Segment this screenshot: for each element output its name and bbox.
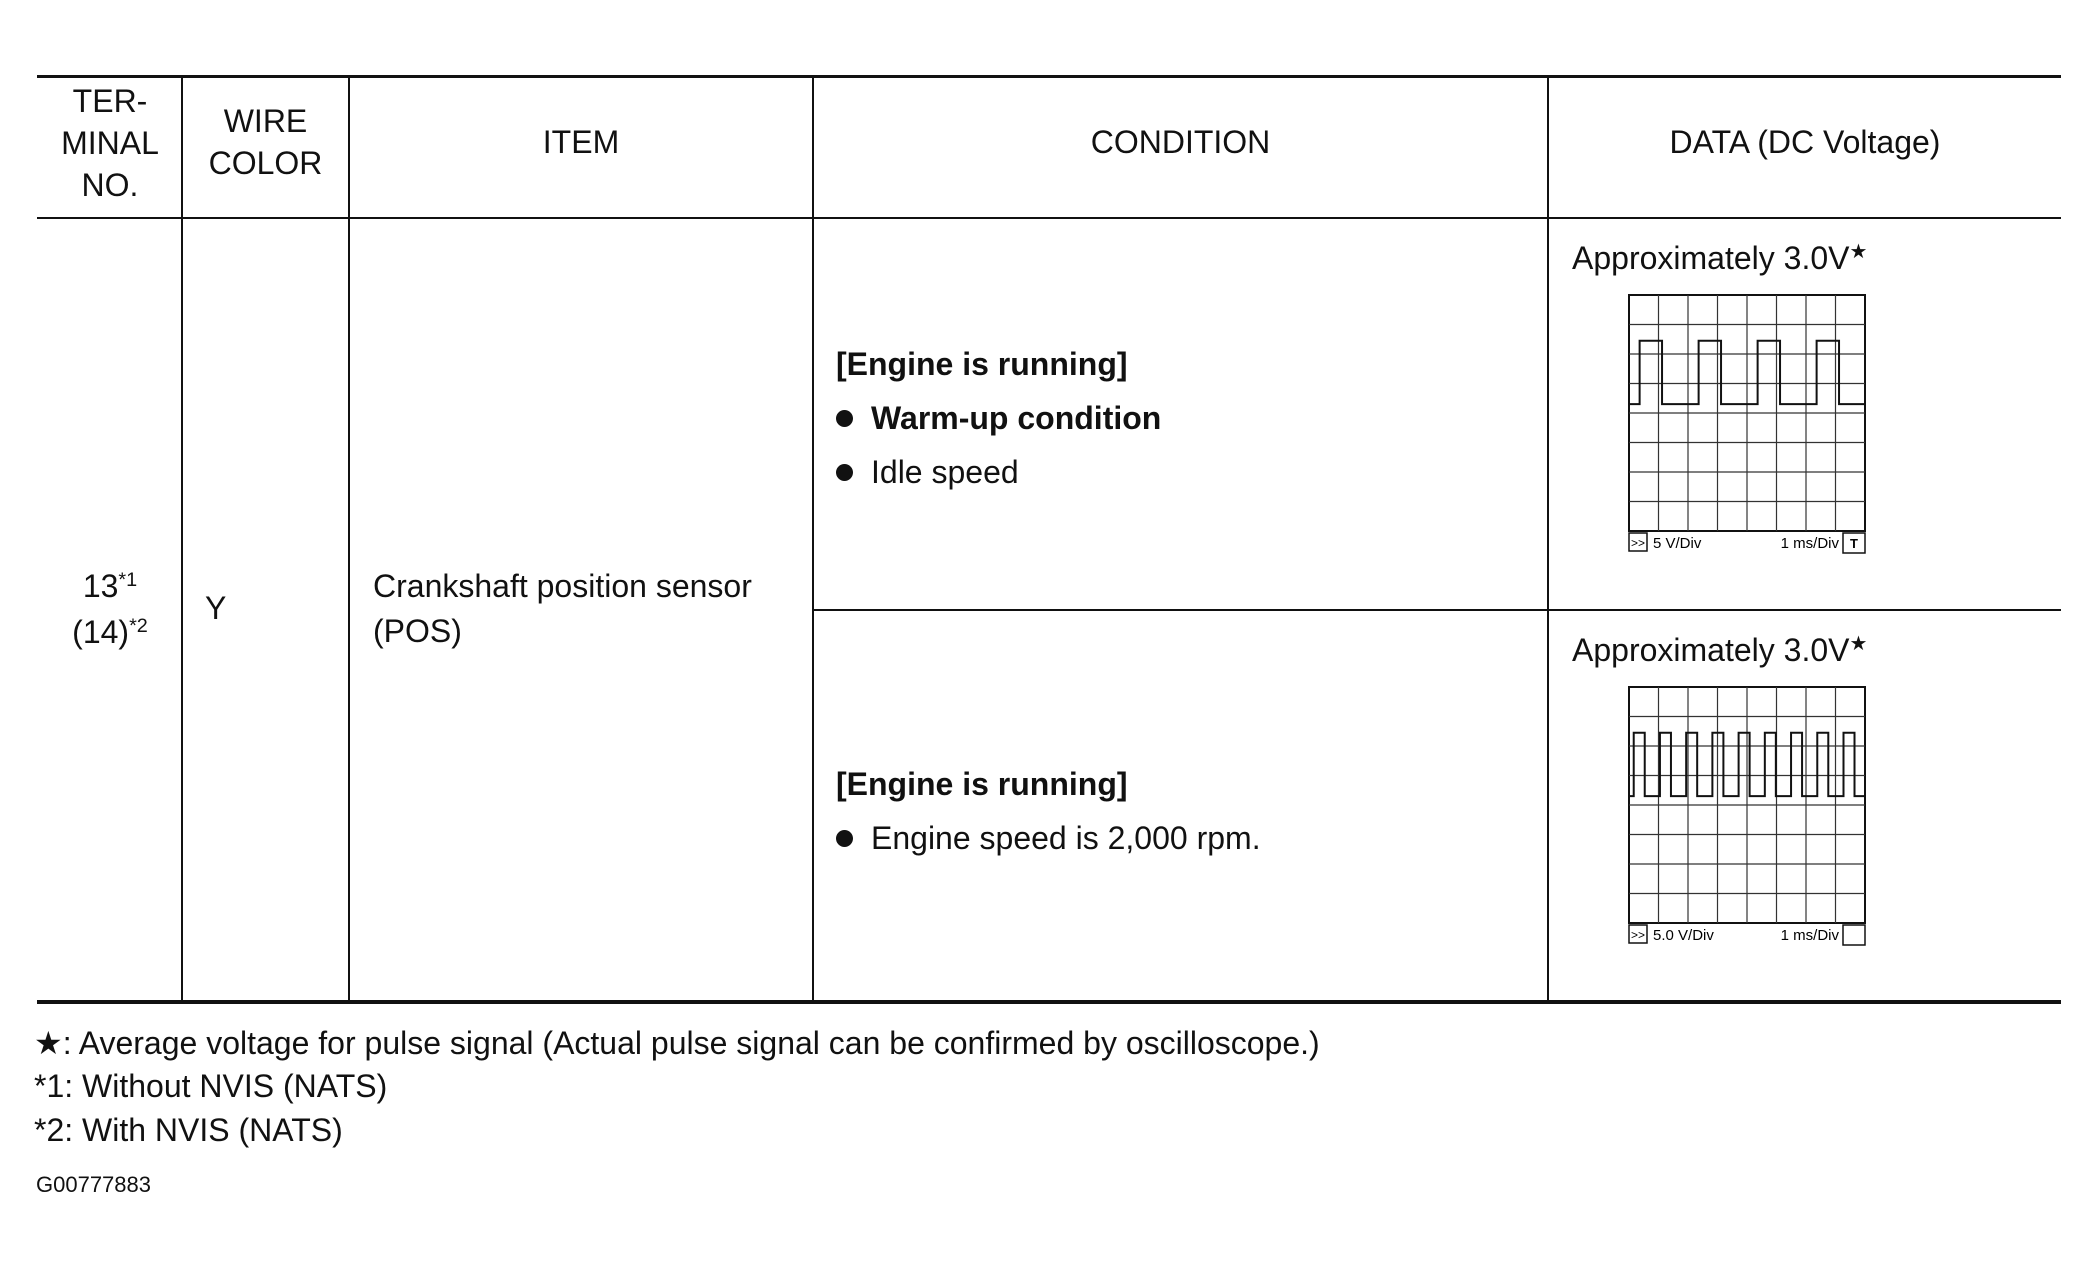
header-wire-line-1: WIRE — [223, 103, 308, 139]
terminal-alt-value: (14) — [72, 614, 130, 650]
scope-idle-left-marker: >> — [1631, 536, 1646, 550]
bullet-dot-icon — [836, 464, 853, 481]
condition-idle-bullet-2-text: Idle speed — [871, 454, 1019, 490]
header-terminal-line-2: MINAL — [61, 125, 159, 161]
scope-2000rpm-right-marker-box — [1843, 925, 1865, 945]
header-terminal-line-3: NO. — [81, 167, 139, 203]
figure-code: G00777883 — [36, 1172, 151, 1197]
condition-2000rpm-heading: [Engine is running] — [836, 766, 1128, 802]
oscilloscope-2000rpm — [1627, 685, 1867, 947]
scope-2000rpm-left-marker: >> — [1631, 928, 1646, 942]
wire-color-value: Y — [205, 590, 227, 626]
scope-idle-time-div: 1 ms/Div — [1780, 535, 1839, 552]
data-value-idle-text: Approximately 3.0V — [1572, 240, 1850, 276]
terminal-main — [40, 563, 180, 609]
oscilloscope-2000rpm-trace — [1627, 685, 1867, 947]
item-name — [373, 564, 752, 654]
condition-2000rpm-bullet-1-text: Engine speed is 2,000 rpm. — [871, 820, 1261, 856]
item-line-2: (POS) — [373, 613, 462, 649]
scope-2000rpm-volt-div: 5.0 V/Div — [1653, 927, 1714, 944]
condition-idle — [836, 337, 1161, 499]
header-condition: CONDITION — [1090, 124, 1271, 160]
oscilloscope-idle-trace — [1627, 293, 1867, 555]
condition-idle-bullet-2 — [836, 445, 1161, 499]
condition-idle-bullet-1 — [836, 391, 1161, 445]
data-value-2000rpm — [1572, 629, 1867, 671]
header-terminal-line-1: TER- — [72, 83, 148, 119]
table-top-rule — [37, 75, 2061, 78]
row-divider-rule — [812, 609, 2061, 611]
item-line-1: Crankshaft position sensor — [373, 568, 752, 604]
header-bottom-rule — [37, 217, 2061, 219]
table-bottom-rule — [37, 1000, 2061, 1004]
footnote-1: *1: Without NVIS (NATS) — [34, 1068, 388, 1104]
condition-2000rpm — [836, 757, 1261, 865]
data-value-idle — [1572, 237, 1867, 279]
footnote-star-text: : Average voltage for pulse signal (Actual pulse signal can be confirmed by oscilloscope.) — [62, 1025, 1320, 1061]
terminal-number — [40, 563, 180, 655]
header-wire-line-2: COLOR — [208, 145, 323, 181]
star-icon: ★ — [1849, 633, 1868, 656]
star-icon: ★ — [1849, 241, 1868, 264]
column-divider-3 — [812, 75, 814, 1001]
star-icon: ★ — [34, 1025, 63, 1061]
column-divider-2 — [348, 75, 350, 1001]
header-data: DATA (DC Voltage) — [1669, 124, 1941, 160]
bullet-dot-icon — [836, 410, 853, 427]
scope-idle-volt-div: 5 V/Div — [1653, 535, 1702, 552]
scope-2000rpm-time-div: 1 ms/Div — [1780, 927, 1839, 944]
terminal-main-value: 13 — [82, 568, 119, 604]
condition-idle-bullet-1-text: Warm-up condition — [871, 400, 1162, 436]
footnote-2: *2: With NVIS (NATS) — [34, 1112, 343, 1148]
footnote-star — [34, 1024, 1320, 1062]
oscilloscope-idle — [1627, 293, 1867, 555]
condition-idle-heading: [Engine is running] — [836, 346, 1128, 382]
terminal-main-note: *1 — [118, 569, 138, 592]
scope-idle-right-marker: T — [1850, 536, 1858, 551]
terminal-alt-note: *2 — [129, 615, 148, 638]
header-item: ITEM — [542, 124, 620, 160]
data-value-2000rpm-text: Approximately 3.0V — [1572, 632, 1850, 668]
terminal-alt — [40, 609, 180, 655]
bullet-dot-icon — [836, 830, 853, 847]
header-terminal-no — [40, 80, 180, 206]
condition-2000rpm-bullet-1 — [836, 811, 1261, 865]
column-divider-4 — [1547, 75, 1549, 1001]
header-wire-color — [183, 100, 348, 184]
column-divider-1 — [181, 75, 183, 1001]
